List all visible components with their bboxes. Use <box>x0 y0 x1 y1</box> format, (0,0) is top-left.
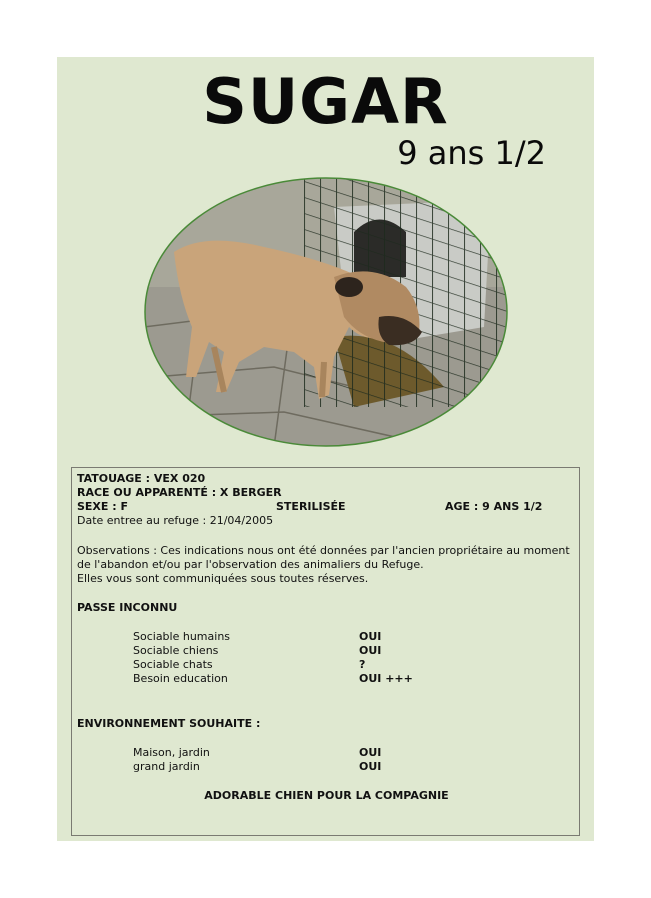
passe-row-value: OUI +++ <box>359 672 413 685</box>
passe-heading: PASSE INCONNU <box>77 601 178 614</box>
age-line: AGE : 9 ANS 1/2 <box>445 500 543 513</box>
passe-row-label: Besoin education <box>133 672 228 685</box>
passe-row-label: Sociable chiens <box>133 644 219 657</box>
adoption-sheet <box>57 57 594 841</box>
passe-row-value: OUI <box>359 630 382 643</box>
environnement-heading: ENVIRONNEMENT SOUHAITE : <box>77 717 261 730</box>
passe-row-label: Sociable chats <box>133 658 213 671</box>
environnement-row-value: OUI <box>359 760 382 773</box>
tatouage-line: TATOUAGE : VEX 020 <box>77 472 206 485</box>
sterilisee-label: STERILISÉE <box>276 500 346 513</box>
passe-row-label: Sociable humains <box>133 630 231 643</box>
observations-line-3: Elles vous sont communiquées sous toutes réserves. <box>77 572 369 585</box>
passe-row-value: OUI <box>359 644 382 657</box>
observations-line-1: Observations : Ces indications nous ont été données par l'ancien propriétaire au moment <box>77 544 570 557</box>
date-entree-line: Date entree au refuge : 21/04/2005 <box>77 514 274 527</box>
dog-photo <box>144 177 508 447</box>
environnement-row-value: OUI <box>359 746 382 759</box>
dog-name-title: SUGAR <box>202 65 449 138</box>
observations-line-2: de l'abandon et/ou par l'observation des animaliers du Refuge. <box>77 558 424 571</box>
environnement-row-label: Maison, jardin <box>133 746 210 759</box>
dog-info-box <box>71 467 580 836</box>
passe-row-value: ? <box>359 658 366 671</box>
environnement-row-label: grand jardin <box>133 760 200 773</box>
race-line: RACE OU APPARENTÉ : X BERGER <box>77 486 282 499</box>
dog-age-subtitle: 9 ans 1/2 <box>397 134 546 172</box>
footer-note: ADORABLE CHIEN POUR LA COMPAGNIE <box>204 789 449 802</box>
sexe-line: SEXE : F <box>77 500 129 513</box>
